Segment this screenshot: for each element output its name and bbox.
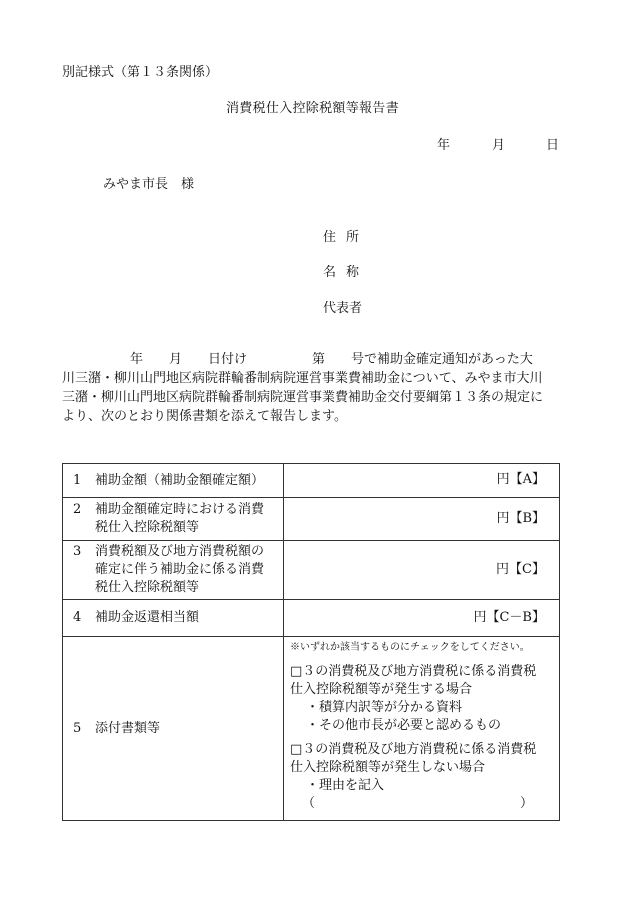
item-label: 添付書類等 [95,720,161,736]
body-line: 三潴・柳川山門地区病院群輪番制病院運営事業費補助金交付要綱第１３条の規定に [62,390,544,405]
item-cell [63,541,284,600]
item-number: 1 [73,472,82,488]
address-label: 住所 [323,230,370,245]
table-row [63,637,560,821]
value-cell: 円【C】 [284,541,560,600]
body-paragraph [62,350,562,426]
attachments-cell [284,637,560,821]
item-label: 補助金額（補助金額確定額） [95,472,265,488]
form-label: 別記様式（第１３条関係） [62,65,219,80]
representative-label: 代表者 [323,301,363,316]
option-sub-item: ・その他市長が必要と認めるもの [306,718,502,733]
option-text: 仕入控除税額等が発生しない場合 [290,760,486,775]
paren-open: （ [302,796,316,811]
addressee: みやま市長 様 [103,177,195,192]
item-number: 2 [73,502,82,517]
table-row [63,600,560,637]
option-checkbox-occurs[interactable]: □３の消費税及び地方消費税に係る消費税 [290,664,537,679]
value-cell: 円【B】 [284,498,560,541]
item-cell [63,600,284,637]
body-line: 川三潴・柳川山門地区病院群輪番制病院運営事業費補助金について、みやま市大川 [62,371,543,386]
item-cell [63,498,284,541]
item-number: 3 [73,544,82,559]
option-sub-item: ・積算内訳等が分かる資料 [306,700,463,715]
value-cell: 円【A】 [284,464,560,498]
option-checkbox-not-occurs[interactable]: □３の消費税及び地方消費税に係る消費税 [290,742,537,757]
paren-close: ） [519,796,533,811]
date-month-label: 月 [492,138,506,153]
report-table [62,463,560,821]
table-row [63,498,560,541]
name-label: 名称 [323,265,370,280]
table-row [63,541,560,600]
date-day-label: 日 [546,138,560,153]
item-label: 補助金額確定時における消費税仕入控除税額等 [95,502,265,535]
body-line: 年 月 日付け 第 号で補助金確定通知があった大 [130,352,533,367]
document-title: 消費税仕入控除税額等報告書 [226,101,399,116]
item-cell [63,464,284,498]
item-label: 補助金返還相当額 [95,610,200,625]
item-cell [63,637,284,821]
attachments-note: ※いずれか該当するものにチェックをしてください。 [290,642,530,653]
option-text: 仕入控除税額等が発生する場合 [290,682,473,697]
value-cell: 円【C－B】 [284,600,560,637]
item-number: 4 [73,610,82,625]
date-year-label: 年 [437,138,451,153]
item-label: 消費税額及び地方消費税額の確定に伴う補助金に係る消費税仕入控除税額等 [95,544,265,595]
body-line: より、次のとおり関係書類を添えて報告します。 [62,409,347,424]
option-sub-item: ・理由を記入 [306,778,385,793]
reason-field[interactable] [290,795,553,813]
table-row [63,464,560,498]
item-number: 5 [73,720,82,736]
